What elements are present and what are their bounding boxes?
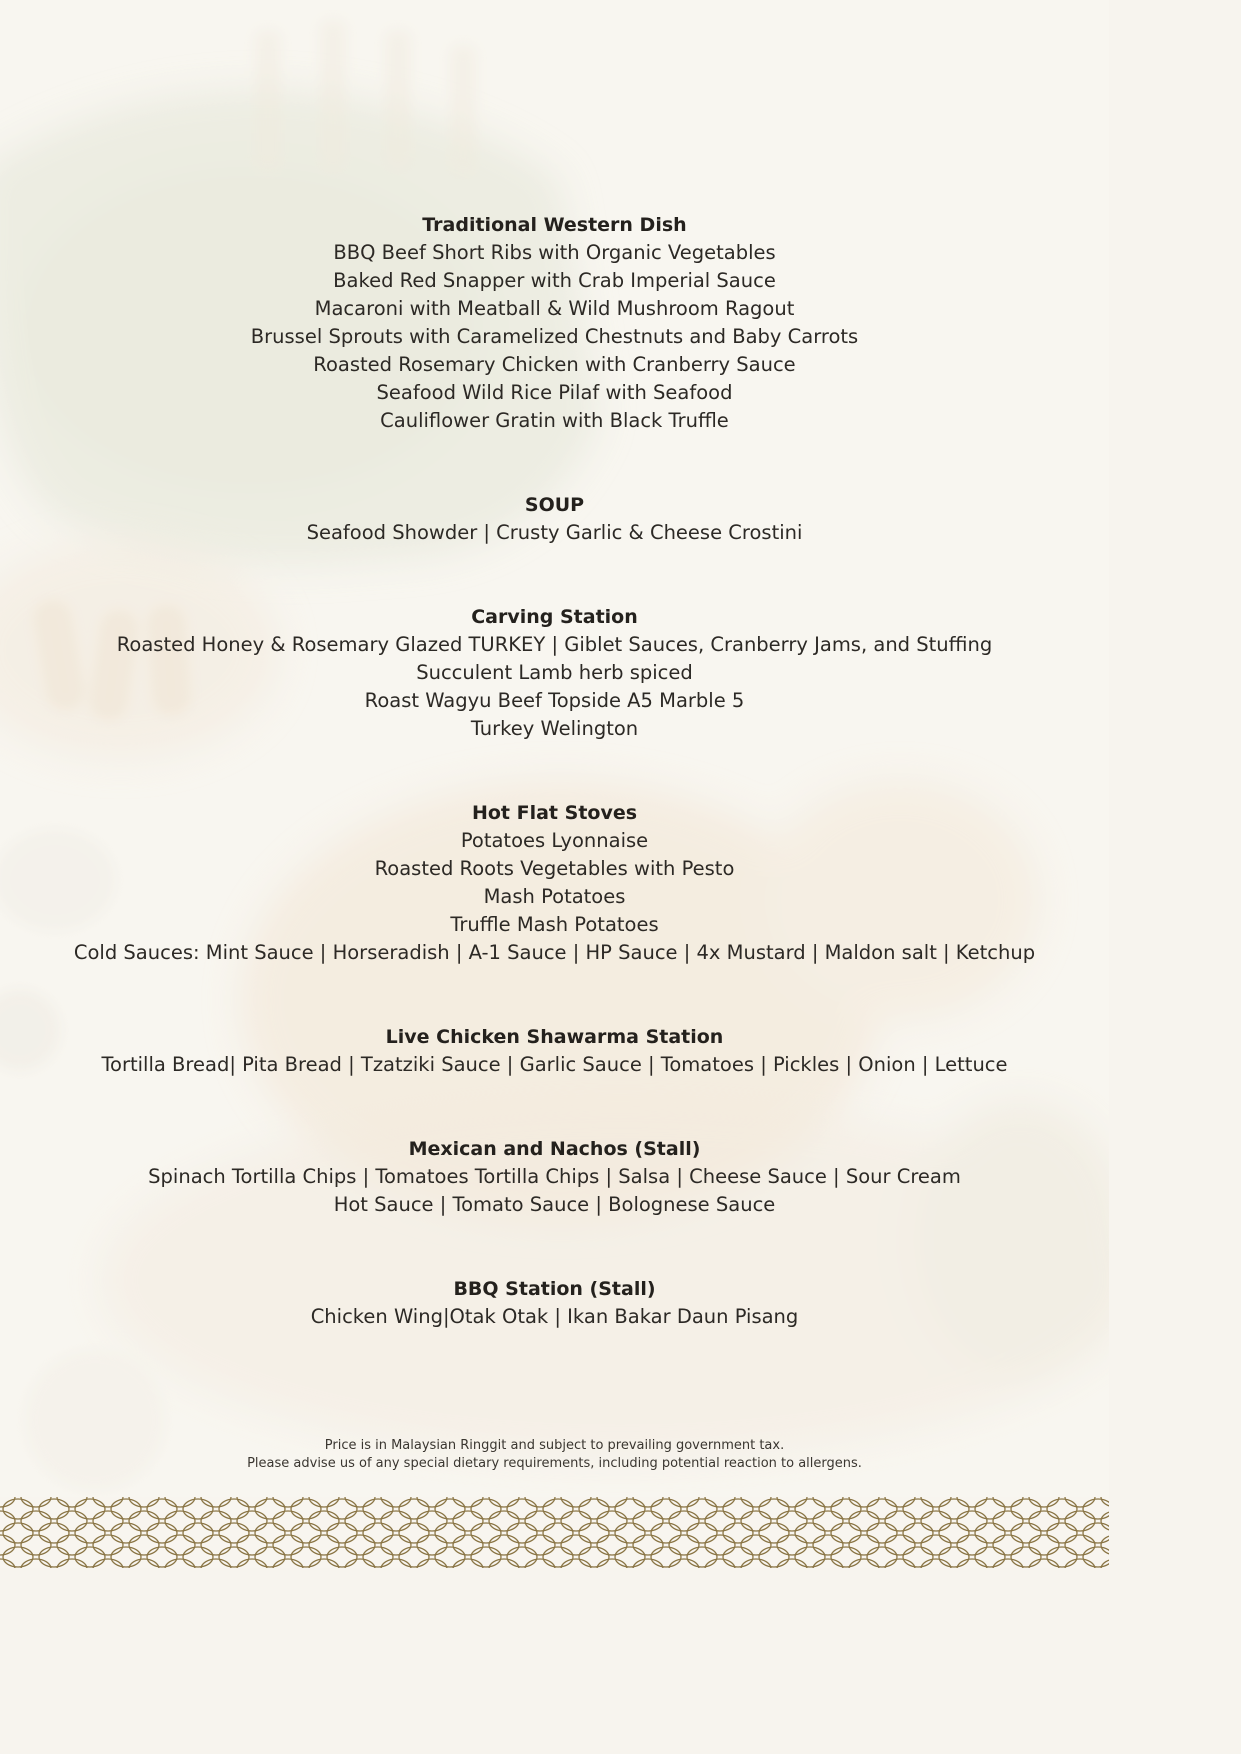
section-title: Carving Station	[471, 606, 638, 628]
menu-item: Roasted Roots Vegetables with Pesto	[374, 857, 735, 880]
menu-item: Cold Sauces: Mint Sauce | Horseradish | A-1 Sauce | HP Sauce | 4x Mustard | Maldon salt | Ketchup	[73, 941, 1036, 964]
menu-item: Chicken Wing|Otak Otak | Ikan Bakar Daun Pisang	[310, 1305, 799, 1328]
section-title: Traditional Western Dish	[422, 214, 687, 236]
menu-item: Roasted Rosemary Chicken with Cranberry Sauce	[313, 353, 796, 376]
menu-section-hot-flat-stoves	[0, 799, 1109, 967]
menu-item: BBQ Beef Short Ribs with Organic Vegetables	[333, 241, 776, 264]
gold-lattice-pattern	[0, 1497, 1109, 1568]
menu-item: Macaroni with Meatball & Wild Mushroom Ragout	[314, 297, 795, 320]
section-title: Live Chicken Shawarma Station	[385, 1026, 724, 1048]
menu-section-carving-station	[0, 603, 1109, 743]
menu-section-soup	[0, 491, 1109, 547]
menu-item: Seafood Showder | Crusty Garlic & Cheese Crostini	[306, 521, 803, 544]
menu-item: Hot Sauce | Tomato Sauce | Bolognese Sauce	[333, 1193, 776, 1216]
footer-note	[0, 1437, 1109, 1473]
menu-item: Turkey Welington	[470, 717, 639, 740]
section-title: Mexican and Nachos (Stall)	[408, 1138, 701, 1160]
menu-item: Roasted Honey & Rosemary Glazed TURKEY | Giblet Sauces, Cranberry Jams, and Stuffing	[116, 633, 993, 656]
menu-content	[0, 211, 1109, 1387]
menu-section-mexican-nachos	[0, 1135, 1109, 1219]
menu-item: Potatoes Lyonnaise	[460, 829, 649, 852]
dietary-note: Please advise us of any special dietary requirements, including potential reaction to allergens.	[247, 1456, 862, 1471]
menu-item: Cauliflower Gratin with Black Truffle	[380, 409, 729, 432]
menu-item: Brussel Sprouts with Caramelized Chestnuts and Baby Carrots	[250, 325, 859, 348]
menu-section-traditional-western	[0, 211, 1109, 435]
menu-item: Spinach Tortilla Chips | Tomatoes Tortilla Chips | Salsa | Cheese Sauce | Sour Cream	[148, 1165, 961, 1188]
price-note: Price is in Malaysian Ringgit and subject to prevailing government tax.	[324, 1438, 785, 1453]
menu-section-shawarma-station	[0, 1023, 1109, 1079]
section-title: SOUP	[524, 494, 585, 516]
menu-section-bbq-station	[0, 1275, 1109, 1331]
menu-item: Seafood Wild Rice Pilaf with Seafood	[376, 381, 733, 404]
menu-item: Succulent Lamb herb spiced	[416, 661, 693, 684]
menu-item: Baked Red Snapper with Crab Imperial Sauce	[333, 269, 776, 292]
menu-item: Truffle Mash Potatoes	[450, 913, 659, 936]
section-title: BBQ Station (Stall)	[453, 1278, 656, 1300]
section-title: Hot Flat Stoves	[471, 802, 638, 824]
menu-item: Tortilla Bread| Pita Bread | Tzatziki Sauce | Garlic Sauce | Tomatoes | Pickles | Onion | Lettuce	[101, 1053, 1008, 1076]
menu-item: Mash Potatoes	[483, 885, 626, 908]
menu-item: Roast Wagyu Beef Topside A5 Marble 5	[364, 689, 745, 712]
